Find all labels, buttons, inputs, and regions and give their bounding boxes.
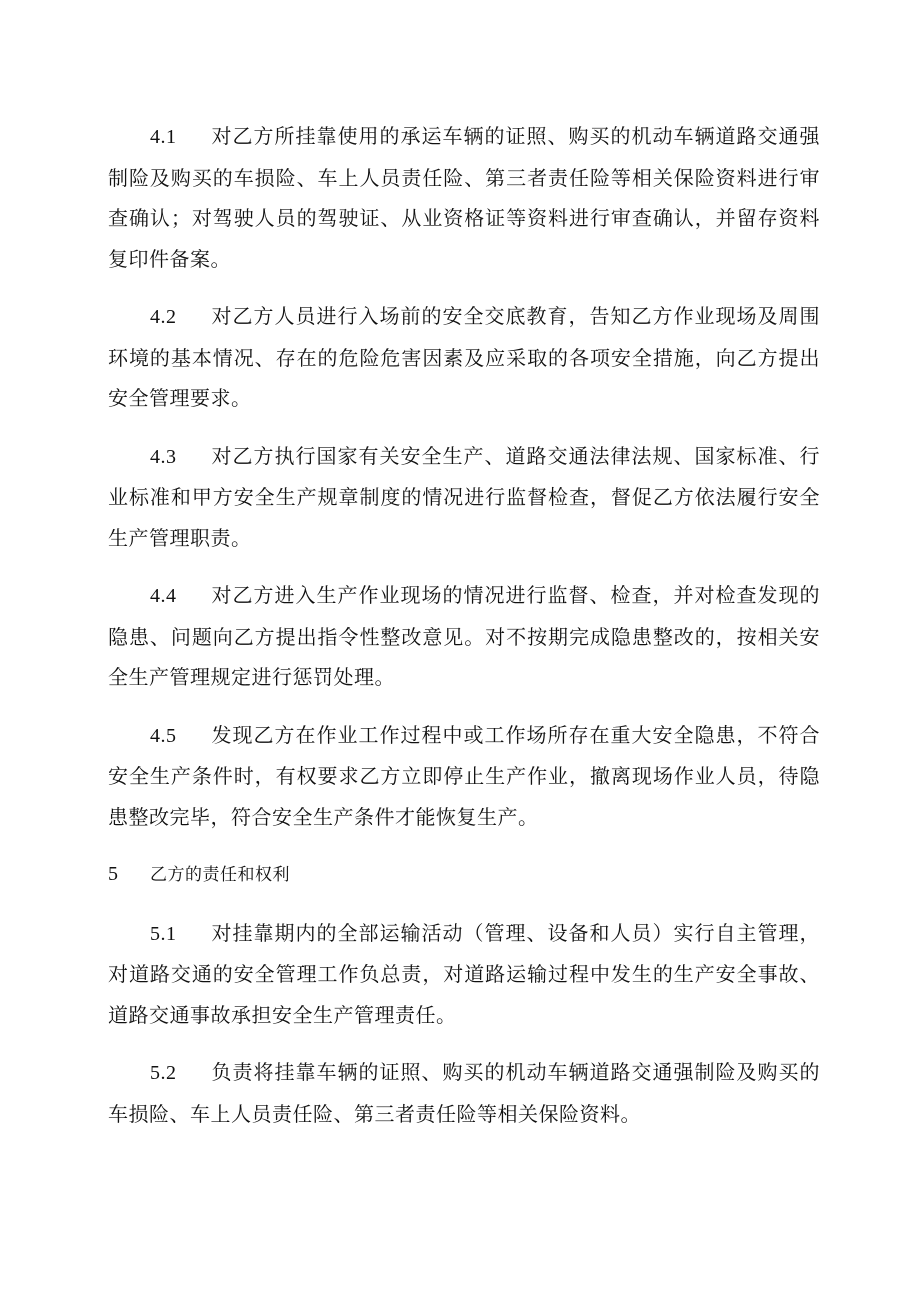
clause-text: 发现乙方在作业工作过程中或工作场所存在重大安全隐患，不符合安全生产条件时，有权要求乙方立即停止生产作业，撤离现场作业人员，待隐患整改完毕，符合安全生产条件才能恢复生产。 — [108, 722, 820, 829]
clause-number: 4.1 — [150, 126, 177, 148]
document-body — [108, 116, 820, 1151]
clause-text: 对乙方所挂靠使用的承运车辆的证照、购买的机动车辆道路交通强制险及购买的车损险、车上人员责任险、第三者责任险等相关保险资料进行审查确认；对驾驶人员的驾驶证、从业资格证等资料进行审查确认，并留存资料复印件备案。 — [108, 124, 820, 271]
clause-4-2 — [108, 296, 820, 419]
clause-5-2 — [108, 1052, 820, 1134]
clause-text: 对乙方进入生产作业现场的情况进行监督、检查，并对检查发现的隐患、问题向乙方提出指令性整改意见。对不按期完成隐患整改的，按相关安全生产管理规定进行惩罚处理。 — [108, 583, 820, 689]
section-title: 乙方的责任和权利 — [150, 865, 290, 885]
clause-text: 负责将挂靠车辆的证照、购买的机动车辆道路交通强制险及购买的车损险、车上人员责任险、第三者责任险等相关保险资料。 — [108, 1060, 820, 1126]
clause-4-4 — [108, 575, 820, 698]
clause-number: 4.3 — [150, 445, 177, 468]
section-5-heading — [108, 854, 820, 896]
clause-number: 5.1 — [150, 922, 177, 945]
clause-number: 5.2 — [150, 1062, 177, 1084]
clause-5-1 — [108, 913, 820, 1036]
clause-number: 4.5 — [150, 724, 177, 747]
clause-number: 4.4 — [150, 585, 177, 607]
clause-text: 对挂靠期内的全部运输活动（管理、设备和人员）实行自主管理，对道路交通的安全管理工作负总责，对道路运输过程中发生的生产安全事故、道路交通事故承担安全生产管理责任。 — [108, 920, 820, 1027]
clause-4-1 — [108, 116, 820, 279]
clause-4-5 — [108, 715, 820, 838]
clause-4-3 — [108, 436, 820, 559]
clause-text: 对乙方人员进行入场前的安全交底教育，告知乙方作业现场及周围环境的基本情况、存在的危险危害因素及应采取的各项安全措施，向乙方提出安全管理要求。 — [108, 304, 820, 410]
clause-number: 4.2 — [150, 306, 177, 328]
clause-text: 对乙方执行国家有关安全生产、道路交通法律法规、国家标准、行业标准和甲方安全生产规章制度的情况进行监督检查，督促乙方依法履行安全生产管理职责。 — [108, 443, 820, 550]
section-number: 5 — [108, 863, 119, 885]
